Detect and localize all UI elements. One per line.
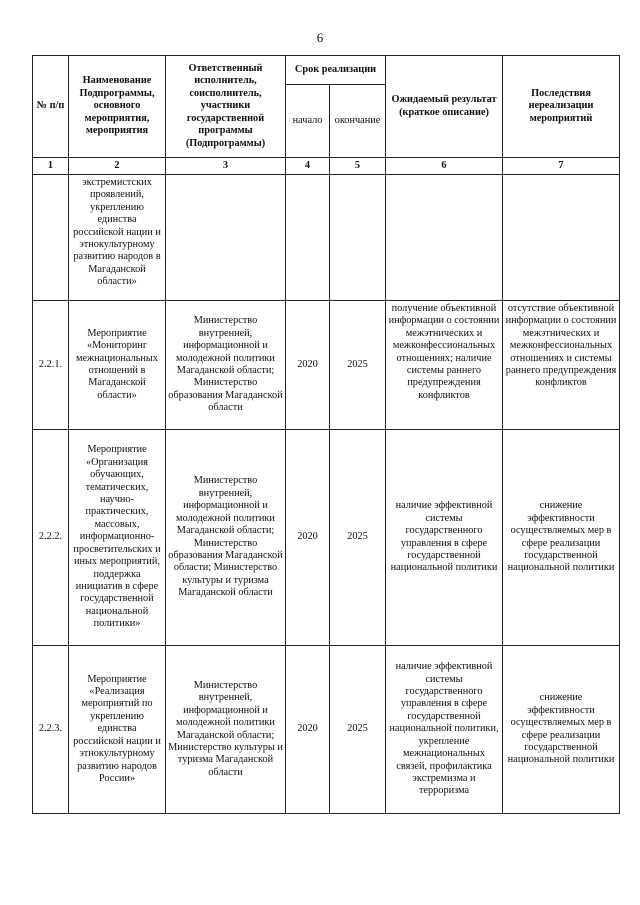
row-responsible: Министерство внутренней, информационной и молодежной политики Магаданской области; Министерство образования Магаданской области; Министерство культуры и туризма Магаданской области xyxy=(166,430,286,646)
row-num xyxy=(33,175,69,301)
row-name: Мероприятие «Мониторинг межнациональных отношений в Магаданской области» xyxy=(69,301,166,430)
row-result: получение объективной информации о состоянии межэтнических и межконфессиональных отношениях; наличие системы раннего предупреждения конфликтов xyxy=(386,301,503,430)
row-start xyxy=(286,175,330,301)
page-number: 6 xyxy=(316,30,324,45)
row-result: наличие эффективной системы государственного управления в сфере государственной национальной политики xyxy=(386,430,503,646)
column-number: 2 xyxy=(69,158,166,175)
row-num: 2.2.2. xyxy=(33,430,69,646)
table-row xyxy=(33,175,620,301)
row-end: 2025 xyxy=(330,301,386,430)
table-row xyxy=(33,430,620,646)
header-num: № п/п xyxy=(33,56,69,158)
row-consequences: отсутствие объективной информации о состоянии межэтнических и межконфессиональных отношениях и системы раннего предупреждения конфликтов xyxy=(503,301,620,430)
row-name: экстремистских проявлений, укреплению единства российской нации и этнокультурному развитию народов в Магаданской области» xyxy=(69,175,166,301)
header-period: Срок реализации xyxy=(286,56,386,85)
row-result: наличие эффективной системы государственного управления в сфере государственной национальной политики, укрепление межнациональных связей, профилактика экстремизма и терроризма xyxy=(386,646,503,814)
row-num: 2.2.1. xyxy=(33,301,69,430)
row-name: Мероприятие «Реализация мероприятий по укреплению единства российской нации и этнокультурному развитию народов России» xyxy=(69,646,166,814)
header-end: окончание xyxy=(330,85,386,158)
table-row xyxy=(33,301,620,430)
header-result: Ожидаемый результат (краткое описание) xyxy=(386,56,503,158)
row-responsible: Министерство внутренней, информационной и молодежной политики Магаданской области; Министерство культуры и туризма Магаданской области xyxy=(166,646,286,814)
column-number: 3 xyxy=(166,158,286,175)
header-name: Наименование Подпрограммы, основного мероприятия, мероприятия xyxy=(69,56,166,158)
row-end xyxy=(330,175,386,301)
row-start: 2020 xyxy=(286,646,330,814)
column-number: 4 xyxy=(286,158,330,175)
column-number: 7 xyxy=(503,158,620,175)
row-end: 2025 xyxy=(330,646,386,814)
row-end: 2025 xyxy=(330,430,386,646)
column-number: 6 xyxy=(386,158,503,175)
row-num: 2.2.3. xyxy=(33,646,69,814)
row-consequences: снижение эффективности осуществляемых мер в сфере реализации государственной национальной политики xyxy=(503,646,620,814)
row-start: 2020 xyxy=(286,430,330,646)
row-consequences: снижение эффективности осуществляемых мер в сфере реализации государственной национальной политики xyxy=(503,430,620,646)
row-responsible: Министерство внутренней, информационной и молодежной политики Магаданской области; Министерство образования Магаданской области xyxy=(166,301,286,430)
program-table xyxy=(32,55,620,814)
row-consequences xyxy=(503,175,620,301)
table-row xyxy=(33,646,620,814)
header-consequences: Последствия нереализации мероприятий xyxy=(503,56,620,158)
column-number-row xyxy=(33,158,620,175)
header-start: начало xyxy=(286,85,330,158)
row-responsible xyxy=(166,175,286,301)
row-result xyxy=(386,175,503,301)
column-number: 1 xyxy=(33,158,69,175)
header-responsible: Ответственный исполнитель, соисполнитель, участники государственной программы (Подпрограммы) xyxy=(166,56,286,158)
column-number: 5 xyxy=(330,158,386,175)
row-name: Мероприятие «Организация обучающих, тематических, научно-практических, массовых, информационно-просветительских и иных мероприятий, поддержка инициатив в сфере государственной национальной политики» xyxy=(69,430,166,646)
row-start: 2020 xyxy=(286,301,330,430)
header-row xyxy=(33,56,620,85)
